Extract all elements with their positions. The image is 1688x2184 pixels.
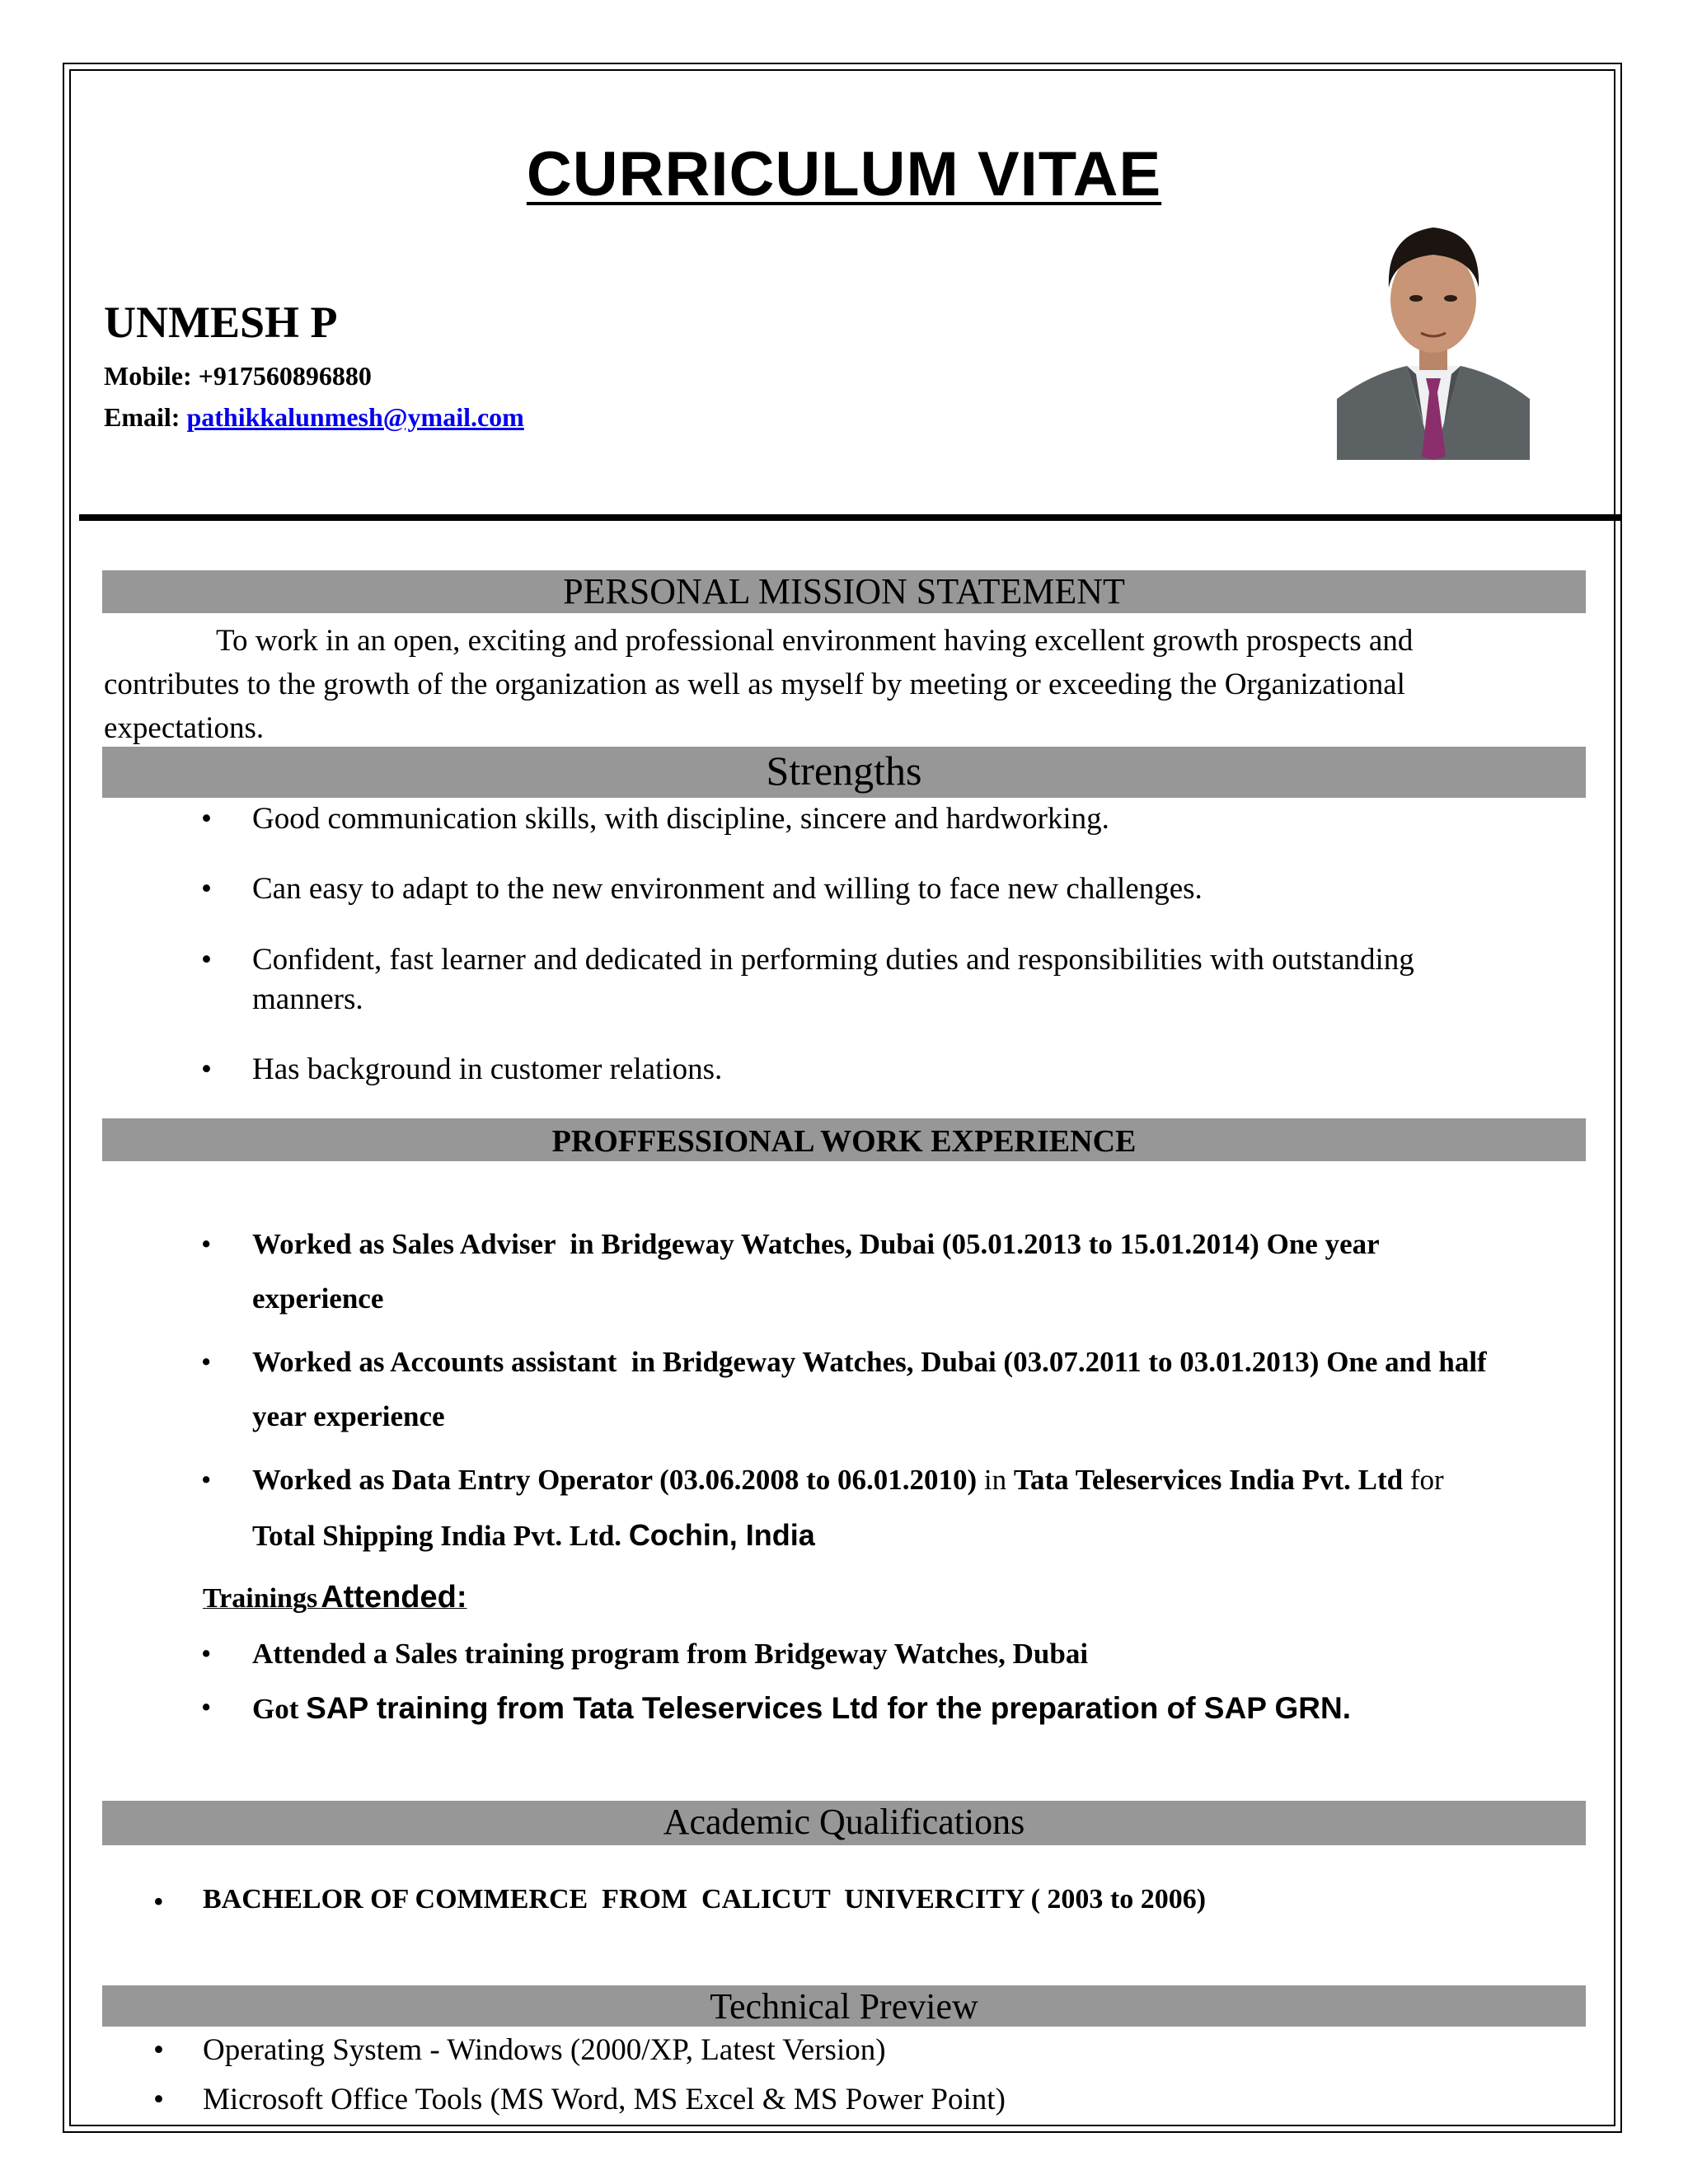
candidate-name: UNMESH P — [104, 298, 338, 347]
strength-item: Good communication skills, with discipline, sincere and hardworking. — [252, 802, 1109, 836]
exp3-client: Total Shipping India Pvt. Ltd. — [252, 1520, 629, 1552]
bullet-icon: • — [201, 802, 212, 836]
bullet-icon: • — [153, 2083, 164, 2116]
page-title: CURRICULUM VITAE — [526, 139, 1162, 209]
bullet-icon: • — [153, 1885, 164, 1918]
mission-line-2: contributes to the growth of the organization as well as myself by meeting or exceeding the Organizational — [104, 668, 1405, 701]
mission-line-3: expectations. — [104, 711, 265, 745]
technical-item: Microsoft Office Tools (MS Word, MS Excel & MS Power Point) — [203, 2083, 1006, 2116]
exp3-role: Worked as Data Entry Operator (03.06.2008 to 06.01.2010) — [252, 1464, 978, 1496]
exp3-company: Tata Teleservices India Pvt. Ltd — [1013, 1464, 1404, 1496]
bullet-icon: • — [201, 1052, 212, 1086]
experience-item — [252, 1464, 1444, 1497]
training-item: Attended a Sales training program from Bridgeway Watches, Dubai — [252, 1638, 1089, 1670]
bullet-icon: • — [201, 1464, 212, 1496]
experience-heading: PROFFESSIONAL WORK EXPERIENCE — [102, 1118, 1586, 1161]
mobile-line — [104, 361, 372, 391]
technical-heading: Technical Preview — [102, 1985, 1586, 2027]
strength-item: Confident, fast learner and dedicated in performing duties and responsibilities with outstanding — [252, 943, 1414, 977]
header-divider — [79, 514, 1620, 521]
strengths-heading: Strengths — [102, 747, 1586, 798]
mission-heading: PERSONAL MISSION STATEMENT — [102, 570, 1586, 613]
bullet-icon: • — [201, 943, 212, 977]
mission-line-1: To work in an open, exciting and professional environment having excellent growth prospects and — [216, 624, 1414, 658]
training-item: Got SAP training from Tata Teleservices Ltd for the preparation of SAP GRN. — [252, 1691, 1351, 1725]
mobile-label: Mobile: — [104, 361, 192, 391]
experience-item-continued: year experience — [252, 1400, 445, 1432]
trainings-heading: Trainings Attended: — [203, 1580, 467, 1615]
experience-item-continued — [252, 1518, 815, 1553]
email-label: Email: — [104, 402, 181, 432]
strength-item: Can easy to adapt to the new environment and willing to face new challenges. — [252, 872, 1203, 906]
mission-statement — [104, 619, 1579, 750]
technical-item: Operating System - Windows (2000/XP, Latest Version) — [203, 2033, 886, 2067]
strength-item: Has background in customer relations. — [252, 1052, 723, 1086]
email-line — [104, 402, 524, 433]
experience-item-continued: experience — [252, 1282, 384, 1315]
academic-item: BACHELOR OF COMMERCE FROM CALICUT UNIVERCITY ( 2003 to 2006) — [203, 1884, 1207, 1915]
exp3-in: in — [977, 1464, 1014, 1496]
mobile-number: +917560896880 — [198, 361, 372, 391]
profile-photo — [1337, 209, 1530, 460]
bullet-icon: • — [201, 1638, 212, 1670]
exp3-location: Cochin, India — [628, 1518, 815, 1552]
bullet-icon: • — [201, 1346, 212, 1378]
exp3-for: for — [1403, 1464, 1444, 1496]
bullet-icon: • — [201, 1228, 212, 1260]
experience-item: Worked as Accounts assistant in Bridgeway Watches, Dubai (03.07.2011 to 03.01.2013) One and half — [252, 1346, 1487, 1378]
bullet-icon: • — [153, 2033, 164, 2067]
bullet-icon: • — [201, 872, 212, 906]
strength-item-continued: manners. — [252, 982, 363, 1016]
academic-heading: Academic Qualifications — [102, 1801, 1586, 1845]
experience-item: Worked as Sales Adviser in Bridgeway Watches, Dubai (05.01.2013 to 15.01.2014) One year — [252, 1228, 1380, 1260]
email-link[interactable]: pathikkalunmesh@ymail.com — [186, 402, 524, 432]
bullet-icon: • — [201, 1691, 212, 1723]
